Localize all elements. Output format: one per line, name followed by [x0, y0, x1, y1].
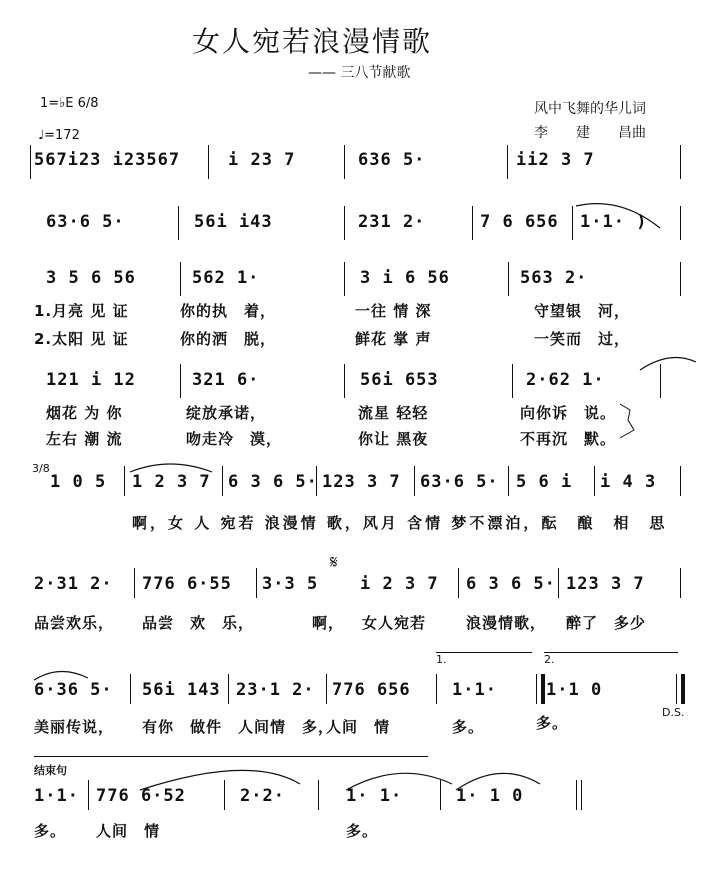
- line2-measure1: 63·6 5·: [46, 212, 125, 232]
- line8-measure5: 1· 1 0: [456, 786, 524, 806]
- line4-lyric1-c: 流星 轻轻: [358, 404, 429, 422]
- line7-lyric-e: 多。: [536, 714, 569, 732]
- slur: [640, 358, 696, 371]
- time-signature: 3/8: [32, 462, 50, 475]
- line2-measure5: 1·1· ): [580, 212, 648, 232]
- line4-lyric1-b: 绽放承诺，: [186, 404, 267, 422]
- lyricist-credit: 风中飞舞的华儿词: [534, 101, 646, 117]
- line5-lyrics: 啊，女 人 宛若 浪漫情 歌，风月 含情 梦不漂泊，酝 酿 相 思: [132, 514, 668, 532]
- line6-lyric-c: 啊，: [312, 614, 345, 632]
- line6-lyric-d: 女人宛若: [362, 614, 427, 632]
- line8-measure4: 1· 1·: [346, 786, 403, 806]
- line7-measure4: 776 656: [332, 680, 411, 700]
- line4-measure1: 121 i 12: [46, 370, 136, 390]
- ending-label: 结束句: [34, 764, 67, 777]
- line2-measure2: 56i i43: [194, 212, 273, 232]
- line6-measure2: 776 6·55: [142, 574, 232, 594]
- line1-measure2: i 23 7: [228, 150, 296, 170]
- line3-lyric2-a: 2.太阳 见 证: [34, 330, 129, 348]
- line5-measure7: i 4 3: [600, 472, 657, 492]
- line5-measure4: 123 3 7: [322, 472, 401, 492]
- line6-lyric-e: 浪漫情歌，: [466, 614, 547, 632]
- line7-lyric-a: 美丽传说，: [34, 718, 115, 736]
- slur: [576, 204, 660, 228]
- slur: [140, 770, 300, 790]
- slur: [456, 773, 540, 790]
- volta-2: 2.: [544, 652, 678, 666]
- line3-lyric1-a: 1.月亮 见 证: [34, 302, 129, 320]
- line7-lyric-d: 多。: [452, 718, 485, 736]
- tempo-marking: ♩=172: [38, 128, 80, 143]
- line3-measure1: 3 5 6 56: [46, 268, 136, 288]
- line3-lyric2-c: 鲜花 掌 声: [355, 330, 432, 348]
- line6-measure3: 3·3 5: [262, 574, 319, 594]
- line1-measure3: 636 5·: [358, 150, 426, 170]
- slur: [346, 773, 452, 790]
- line4-measure3: 56i 653: [360, 370, 439, 390]
- line7-measure2: 56i 143: [142, 680, 221, 700]
- line4-lyric1-a: 烟花 为 你: [46, 404, 123, 422]
- line5-measure5: 63·6 5·: [420, 472, 499, 492]
- composer-credit: 李 建 昌曲: [534, 125, 646, 141]
- line4-lyric2-d: 不再沉 默。: [520, 430, 617, 448]
- line3-lyric1-c: 一往 情 深: [355, 302, 432, 320]
- line7-measure5: 1·1·: [452, 680, 497, 700]
- line4-lyric2-b: 吻走冷 漠，: [186, 430, 283, 448]
- line5-measure6: 5 6 i: [516, 472, 573, 492]
- song-subtitle: —— 三八节献歌: [308, 65, 411, 81]
- line7-lyric-b: 有你 做件 人间情 多，: [142, 718, 335, 736]
- volta-1: 1.: [436, 652, 532, 666]
- line5-measure3: 6 3 6 5·: [228, 472, 318, 492]
- line4-measure4: 2·62 1·: [526, 370, 605, 390]
- slur: [130, 464, 212, 472]
- key-signature: 1=♭E 6/8: [40, 96, 99, 111]
- line6-lyric-a: 品尝欢乐，: [34, 614, 115, 632]
- line2-measure3: 231 2·: [358, 212, 426, 232]
- line3-measure2: 562 1·: [192, 268, 260, 288]
- line8-measure3: 2·2·: [240, 786, 285, 806]
- segno-icon: 𝄋: [330, 552, 338, 573]
- line1-measure4: ii2 3 7: [516, 150, 595, 170]
- line7-measure3: 23·1 2·: [236, 680, 315, 700]
- line8-measure2: 776 6·52: [96, 786, 186, 806]
- ds-marking: D.S.: [662, 706, 685, 719]
- line4-lyric2-c: 你让 黑夜: [358, 430, 429, 448]
- line6-measure6: 123 3 7: [566, 574, 645, 594]
- line4-lyric1-d: 向你诉 说。: [520, 404, 617, 422]
- line1-measure1: 567i23 i23567: [34, 150, 181, 170]
- line6-lyric-f: 醉了 多少: [566, 614, 647, 632]
- line2-measure4: 7 6 656: [480, 212, 559, 232]
- line5-measure2: 1 2 3 7: [132, 472, 211, 492]
- line3-lyric1-b: 你的执 着，: [180, 302, 277, 320]
- song-title: 女人宛若浪漫情歌: [192, 25, 433, 58]
- line3-measure4: 563 2·: [520, 268, 588, 288]
- line8-lyric-c: 多。: [346, 822, 379, 840]
- line7-measure6: 1·1 0: [546, 680, 603, 700]
- line7-lyric-c: 人间 情: [326, 718, 391, 736]
- line8-lyric-a: 多。: [34, 822, 67, 840]
- line3-lyric2-d: 一笑而 过，: [534, 330, 631, 348]
- line3-measure3: 3 i 6 56: [360, 268, 450, 288]
- line6-lyric-b: 品尝 欢 乐，: [142, 614, 255, 632]
- line3-lyric1-d: 守望银 河，: [534, 302, 631, 320]
- line6-measure4: i 2 3 7: [360, 574, 439, 594]
- line4-measure2: 321 6·: [192, 370, 260, 390]
- line4-lyric2-a: 左右 潮 流: [46, 430, 123, 448]
- line7-measure1: 6·36 5·: [34, 680, 113, 700]
- line6-measure1: 2·31 2·: [34, 574, 113, 594]
- line8-lyric-b: 人间 情: [96, 822, 161, 840]
- verse-brace: [620, 404, 634, 438]
- line8-measure1: 1·1·: [34, 786, 79, 806]
- line3-lyric2-b: 你的洒 脱，: [180, 330, 277, 348]
- slur: [34, 671, 88, 680]
- line5-measure1: 1 0 5: [50, 472, 107, 492]
- line6-measure5: 6 3 6 5·: [466, 574, 556, 594]
